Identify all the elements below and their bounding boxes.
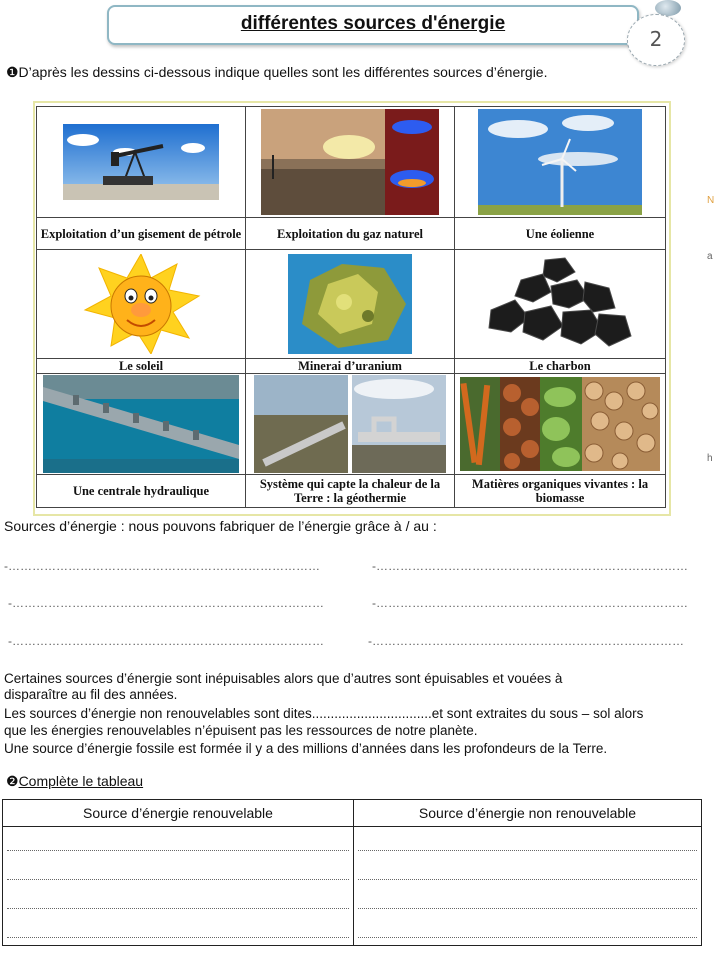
biomass-image-cell [455,374,666,475]
caption-sun: Le soleil [37,359,246,374]
question-2-heading [6,773,143,790]
sources-prompt: Sources d’énergie : nous pouvons fabriquer de l’énergie grâce à / au : [4,518,437,534]
answer-line[interactable]: -…………………………………………………………………… [8,596,324,610]
page-number: 2 [649,27,663,51]
geothermal-image [254,375,446,473]
caption-biomass: Matières organiques vivantes : la biomasse [455,475,666,508]
answer-line[interactable]: -…………………………………………………………………… [4,559,320,573]
sun-image [81,254,201,354]
title-box [107,5,639,45]
question-2-marker: ❷ [6,773,19,789]
wind-turbine-image [478,109,642,215]
question-1-instruction: ❶D’après les dessins ci-dessous indique quelles sont les différentes sources d’énergie. [6,64,548,80]
page-number-badge [627,14,685,66]
answer-line[interactable]: -…………………………………………………………………… [372,559,688,573]
answer-line[interactable]: -…………………………………………………………………… [8,634,324,648]
coal-image-cell [455,250,666,359]
edge-letter: h [707,453,713,464]
non-renewable-answer-cell[interactable] [354,827,702,946]
uranium-image-cell [246,250,455,359]
edge-letter: N [707,195,715,206]
caption-uranium: Minerai d’uranium [246,359,455,374]
gas-image-cell [246,107,455,218]
caption-oil: Exploitation d’un gisement de pétrole [37,218,246,250]
answer-line[interactable]: -…………………………………………………………………… [372,596,688,610]
caption-hydro: Une centrale hydraulique [37,475,246,508]
oil-pump-image-cell [37,107,246,218]
paragraph-line: que les énergies renouvelables n’épuisent pas les ressources de notre planète. [4,723,478,738]
question-2-label: Complète le tableau [18,773,144,789]
geothermal-image-cell [246,374,455,475]
caption-geothermal: Système qui capte la chaleur de la Terre : la géothermie [246,475,455,508]
edge-letter: a [707,251,713,262]
paragraph-line: Les sources d’énergie non renouvelables sont dites................................et sont extraites du sous – sol alors [4,706,644,721]
caption-wind: Une éolienne [455,218,666,250]
sun-image-cell [37,250,246,359]
caption-coal: Le charbon [455,359,666,374]
hydro-dam-image [43,375,239,473]
column-header-non-renewable: Source d’énergie non renouvelable [354,800,702,827]
coal-image [485,256,635,352]
paragraph-line: disparaître au fil des années. [4,687,178,702]
biomass-image [460,377,660,471]
oil-pump-image [63,124,219,200]
caption-gas: Exploitation du gaz naturel [246,218,455,250]
column-header-renewable: Source d’énergie renouvelable [3,800,354,827]
hydro-image-cell [37,374,246,475]
gas-flare-image [261,109,439,215]
paragraph-line: Certaines sources d’énergie sont inépuisables alors que d’autres sont épuisables et vouées à [4,671,563,686]
answer-line[interactable]: -…………………………………………………………………… [368,634,684,648]
energy-classification-table [2,799,702,946]
energy-image-grid [33,101,671,516]
uranium-ore-image [288,254,412,354]
paragraph-line: Une source d’énergie fossile est formée il y a des millions d’années dans les profondeurs de la Terre. [4,741,608,756]
page-title: différentes sources d'énergie [240,13,506,34]
wind-turbine-image-cell [455,107,666,218]
renewable-answer-cell[interactable] [3,827,354,946]
